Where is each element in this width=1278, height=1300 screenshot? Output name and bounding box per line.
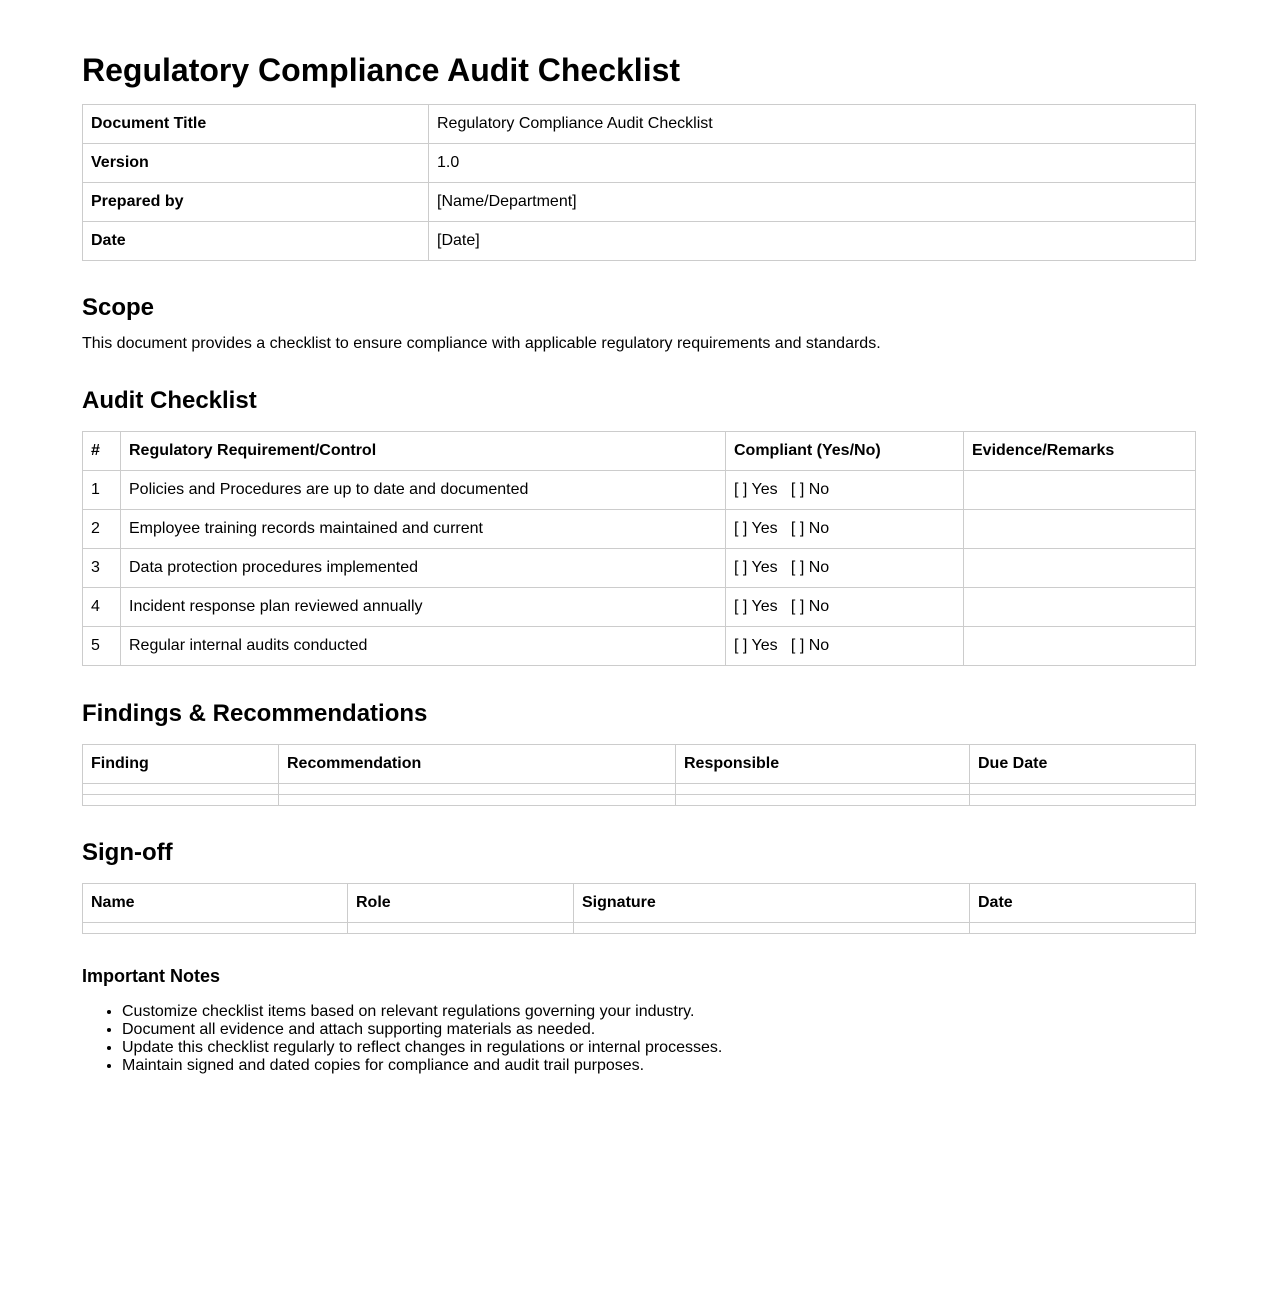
table-row (83, 471, 1196, 510)
list-item: • Customize checklist items based on relevant regulations governing your industry. (122, 1003, 1196, 1021)
requirement-cell: Incident response plan reviewed annually (121, 588, 726, 627)
scope-heading: Scope (82, 294, 155, 321)
column-header: Responsible (676, 745, 970, 784)
column-header: Evidence/Remarks (964, 432, 1196, 471)
empty-cell[interactable] (83, 923, 348, 934)
column-header: Regulatory Requirement/Control (121, 432, 726, 471)
meta-label: Date (83, 222, 429, 261)
table-row (83, 795, 1196, 806)
important-notes-heading: Important Notes (82, 966, 221, 986)
compliant-checkbox-cell[interactable]: [ ] Yes [ ] No (726, 471, 964, 510)
requirement-cell: Policies and Procedures are up to date and documented (121, 471, 726, 510)
table-row (83, 549, 1196, 588)
empty-cell[interactable] (676, 784, 970, 795)
audit-checklist-heading: Audit Checklist (82, 387, 257, 414)
meta-value: [Date] (429, 222, 1196, 261)
meta-row (83, 144, 1196, 183)
row-number: 3 (83, 549, 121, 588)
remarks-cell[interactable] (964, 588, 1196, 627)
meta-row (83, 222, 1196, 261)
table-header-row (83, 884, 1196, 923)
empty-cell[interactable] (970, 923, 1196, 934)
list-item: • Update this checklist regularly to reflect changes in regulations or internal processes. (122, 1039, 1196, 1057)
table-row (83, 923, 1196, 934)
empty-cell[interactable] (83, 795, 279, 806)
empty-cell[interactable] (970, 795, 1196, 806)
remarks-cell[interactable] (964, 549, 1196, 588)
audit-checklist-table (82, 431, 1196, 666)
meta-label: Document Title (83, 105, 429, 144)
row-number: 4 (83, 588, 121, 627)
empty-cell[interactable] (83, 784, 279, 795)
column-header: Due Date (970, 745, 1196, 784)
row-number: 5 (83, 627, 121, 666)
compliant-checkbox-cell[interactable]: [ ] Yes [ ] No (726, 588, 964, 627)
meta-row (83, 183, 1196, 222)
findings-heading: Findings & Recommendations (82, 700, 428, 727)
column-header: Finding (83, 745, 279, 784)
empty-cell[interactable] (348, 923, 574, 934)
meta-value: Regulatory Compliance Audit Checklist (429, 105, 1196, 144)
document-meta-table (82, 104, 1196, 261)
page-title: Regulatory Compliance Audit Checklist (82, 52, 681, 88)
findings-table (82, 744, 1196, 806)
column-header: Compliant (Yes/No) (726, 432, 964, 471)
row-number: 1 (83, 471, 121, 510)
row-number: 2 (83, 510, 121, 549)
notes-list (82, 1003, 1196, 1075)
column-header: Signature (574, 884, 970, 923)
table-row (83, 627, 1196, 666)
table-row (83, 588, 1196, 627)
remarks-cell[interactable] (964, 471, 1196, 510)
list-item: • Document all evidence and attach supporting materials as needed. (122, 1021, 1196, 1039)
remarks-cell[interactable] (964, 510, 1196, 549)
column-header: Recommendation (279, 745, 676, 784)
empty-cell[interactable] (279, 784, 676, 795)
meta-value: [Name/Department] (429, 183, 1196, 222)
table-row (83, 784, 1196, 795)
scope-text: This document provides a checklist to ensure compliance with applicable regulatory requirements and standards. (82, 335, 881, 352)
signoff-heading: Sign-off (82, 839, 173, 866)
empty-cell[interactable] (970, 784, 1196, 795)
empty-cell[interactable] (279, 795, 676, 806)
compliant-checkbox-cell[interactable]: [ ] Yes [ ] No (726, 627, 964, 666)
remarks-cell[interactable] (964, 627, 1196, 666)
signoff-table (82, 883, 1196, 934)
column-header: # (83, 432, 121, 471)
meta-value: 1.0 (429, 144, 1196, 183)
requirement-cell: Employee training records maintained and current (121, 510, 726, 549)
list-item: • Maintain signed and dated copies for compliance and audit trail purposes. (122, 1057, 1196, 1075)
column-header: Name (83, 884, 348, 923)
meta-row (83, 105, 1196, 144)
table-header-row (83, 432, 1196, 471)
empty-cell[interactable] (676, 795, 970, 806)
meta-label: Version (83, 144, 429, 183)
table-row (83, 510, 1196, 549)
compliant-checkbox-cell[interactable]: [ ] Yes [ ] No (726, 510, 964, 549)
column-header: Date (970, 884, 1196, 923)
column-header: Role (348, 884, 574, 923)
compliant-checkbox-cell[interactable]: [ ] Yes [ ] No (726, 549, 964, 588)
empty-cell[interactable] (574, 923, 970, 934)
meta-label: Prepared by (83, 183, 429, 222)
requirement-cell: Regular internal audits conducted (121, 627, 726, 666)
table-header-row (83, 745, 1196, 784)
requirement-cell: Data protection procedures implemented (121, 549, 726, 588)
